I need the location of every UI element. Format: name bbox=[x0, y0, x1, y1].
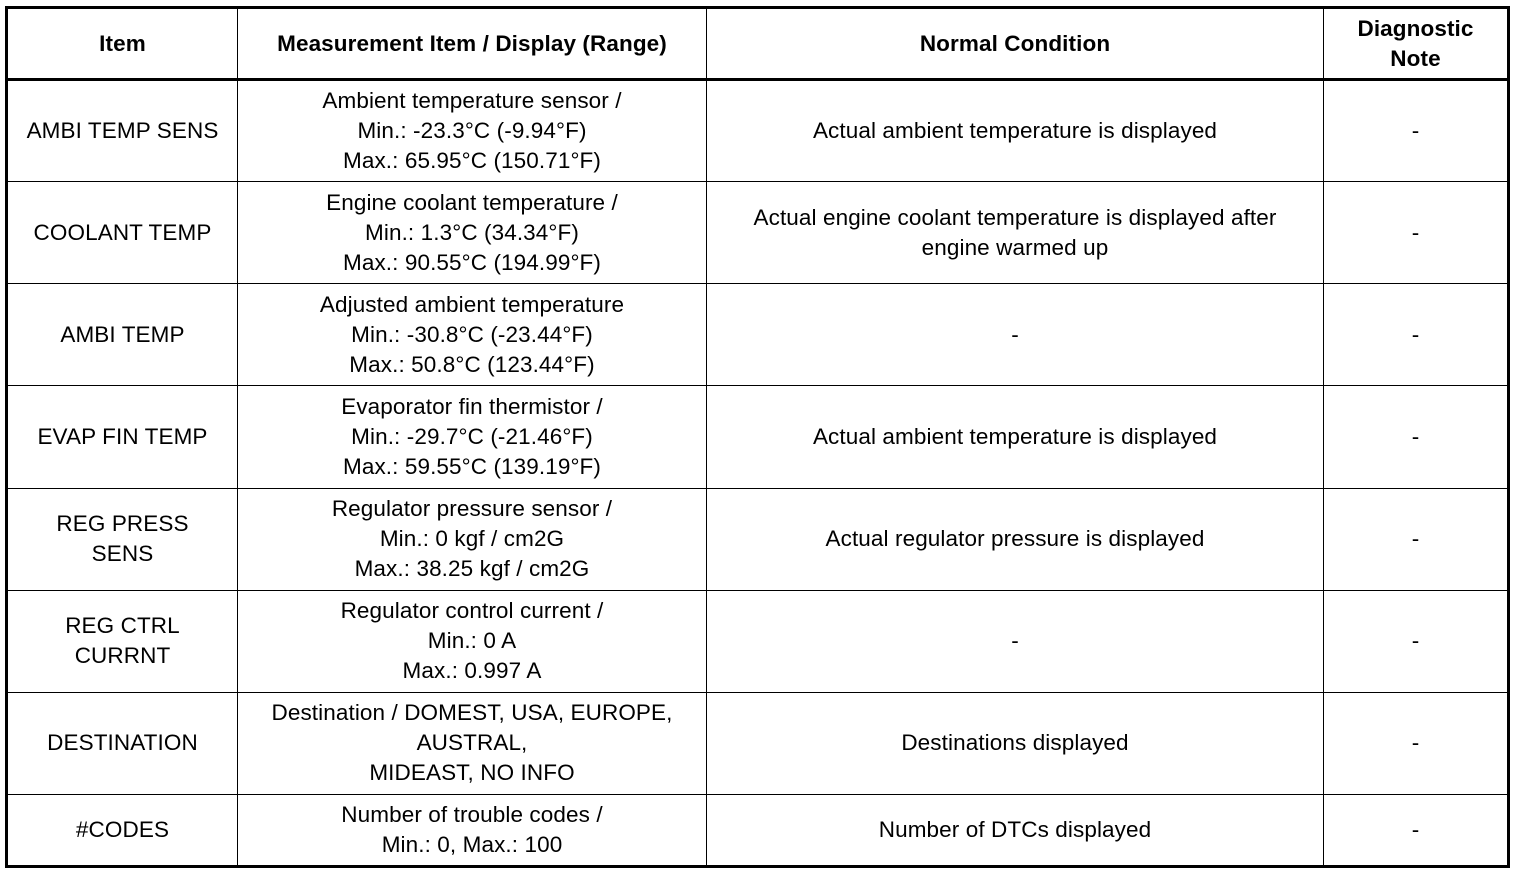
header-item: Item bbox=[7, 8, 238, 80]
cell-item: DESTINATION bbox=[7, 692, 238, 794]
cell-diagnostic-note: - bbox=[1324, 590, 1509, 692]
header-measurement: Measurement Item / Display (Range) bbox=[238, 8, 707, 80]
cell-measurement: Evaporator fin thermistor / Min.: -29.7°C (-21.46°F) Max.: 59.55°C (139.19°F) bbox=[238, 386, 707, 488]
cell-diagnostic-note: - bbox=[1324, 80, 1509, 182]
cell-measurement: Ambient temperature sensor / Min.: -23.3°C (-9.94°F) Max.: 65.95°C (150.71°F) bbox=[238, 80, 707, 182]
cell-item: REG PRESS SENS bbox=[7, 488, 238, 590]
cell-measurement: Number of trouble codes / Min.: 0, Max.: 100 bbox=[238, 794, 707, 866]
cell-measurement: Regulator control current / Min.: 0 A Max.: 0.997 A bbox=[238, 590, 707, 692]
cell-item: AMBI TEMP bbox=[7, 284, 238, 386]
table-row bbox=[7, 794, 1509, 866]
table-header bbox=[7, 8, 1509, 80]
cell-diagnostic-note: - bbox=[1324, 692, 1509, 794]
table-body bbox=[7, 80, 1509, 867]
header-diagnostic-note: Diagnostic Note bbox=[1324, 8, 1509, 80]
cell-normal-condition: Actual ambient temperature is displayed bbox=[707, 80, 1324, 182]
cell-diagnostic-note: - bbox=[1324, 488, 1509, 590]
cell-diagnostic-note: - bbox=[1324, 182, 1509, 284]
cell-item: EVAP FIN TEMP bbox=[7, 386, 238, 488]
cell-diagnostic-note: - bbox=[1324, 386, 1509, 488]
table-row bbox=[7, 488, 1509, 590]
table-row bbox=[7, 590, 1509, 692]
cell-normal-condition: Number of DTCs displayed bbox=[707, 794, 1324, 866]
cell-normal-condition: Destinations displayed bbox=[707, 692, 1324, 794]
cell-measurement: Adjusted ambient temperature Min.: -30.8°C (-23.44°F) Max.: 50.8°C (123.44°F) bbox=[238, 284, 707, 386]
cell-normal-condition: - bbox=[707, 590, 1324, 692]
table-row bbox=[7, 692, 1509, 794]
cell-normal-condition: Actual regulator pressure is displayed bbox=[707, 488, 1324, 590]
table-row bbox=[7, 386, 1509, 488]
cell-normal-condition: Actual ambient temperature is displayed bbox=[707, 386, 1324, 488]
header-normal-condition: Normal Condition bbox=[707, 8, 1324, 80]
cell-normal-condition: Actual engine coolant temperature is displayed after engine warmed up bbox=[707, 182, 1324, 284]
cell-diagnostic-note: - bbox=[1324, 284, 1509, 386]
cell-item: AMBI TEMP SENS bbox=[7, 80, 238, 182]
data-list-table bbox=[5, 6, 1510, 868]
cell-measurement: Engine coolant temperature / Min.: 1.3°C (34.34°F) Max.: 90.55°C (194.99°F) bbox=[238, 182, 707, 284]
cell-item: COOLANT TEMP bbox=[7, 182, 238, 284]
cell-normal-condition: - bbox=[707, 284, 1324, 386]
cell-measurement: Destination / DOMEST, USA, EUROPE, AUSTRAL, MIDEAST, NO INFO bbox=[238, 692, 707, 794]
cell-measurement: Regulator pressure sensor / Min.: 0 kgf / cm2G Max.: 38.25 kgf / cm2G bbox=[238, 488, 707, 590]
table-row bbox=[7, 80, 1509, 182]
table-row bbox=[7, 284, 1509, 386]
cell-diagnostic-note: - bbox=[1324, 794, 1509, 866]
table-row bbox=[7, 182, 1509, 284]
cell-item: #CODES bbox=[7, 794, 238, 866]
cell-item: REG CTRL CURRNT bbox=[7, 590, 238, 692]
header-row bbox=[7, 8, 1509, 80]
